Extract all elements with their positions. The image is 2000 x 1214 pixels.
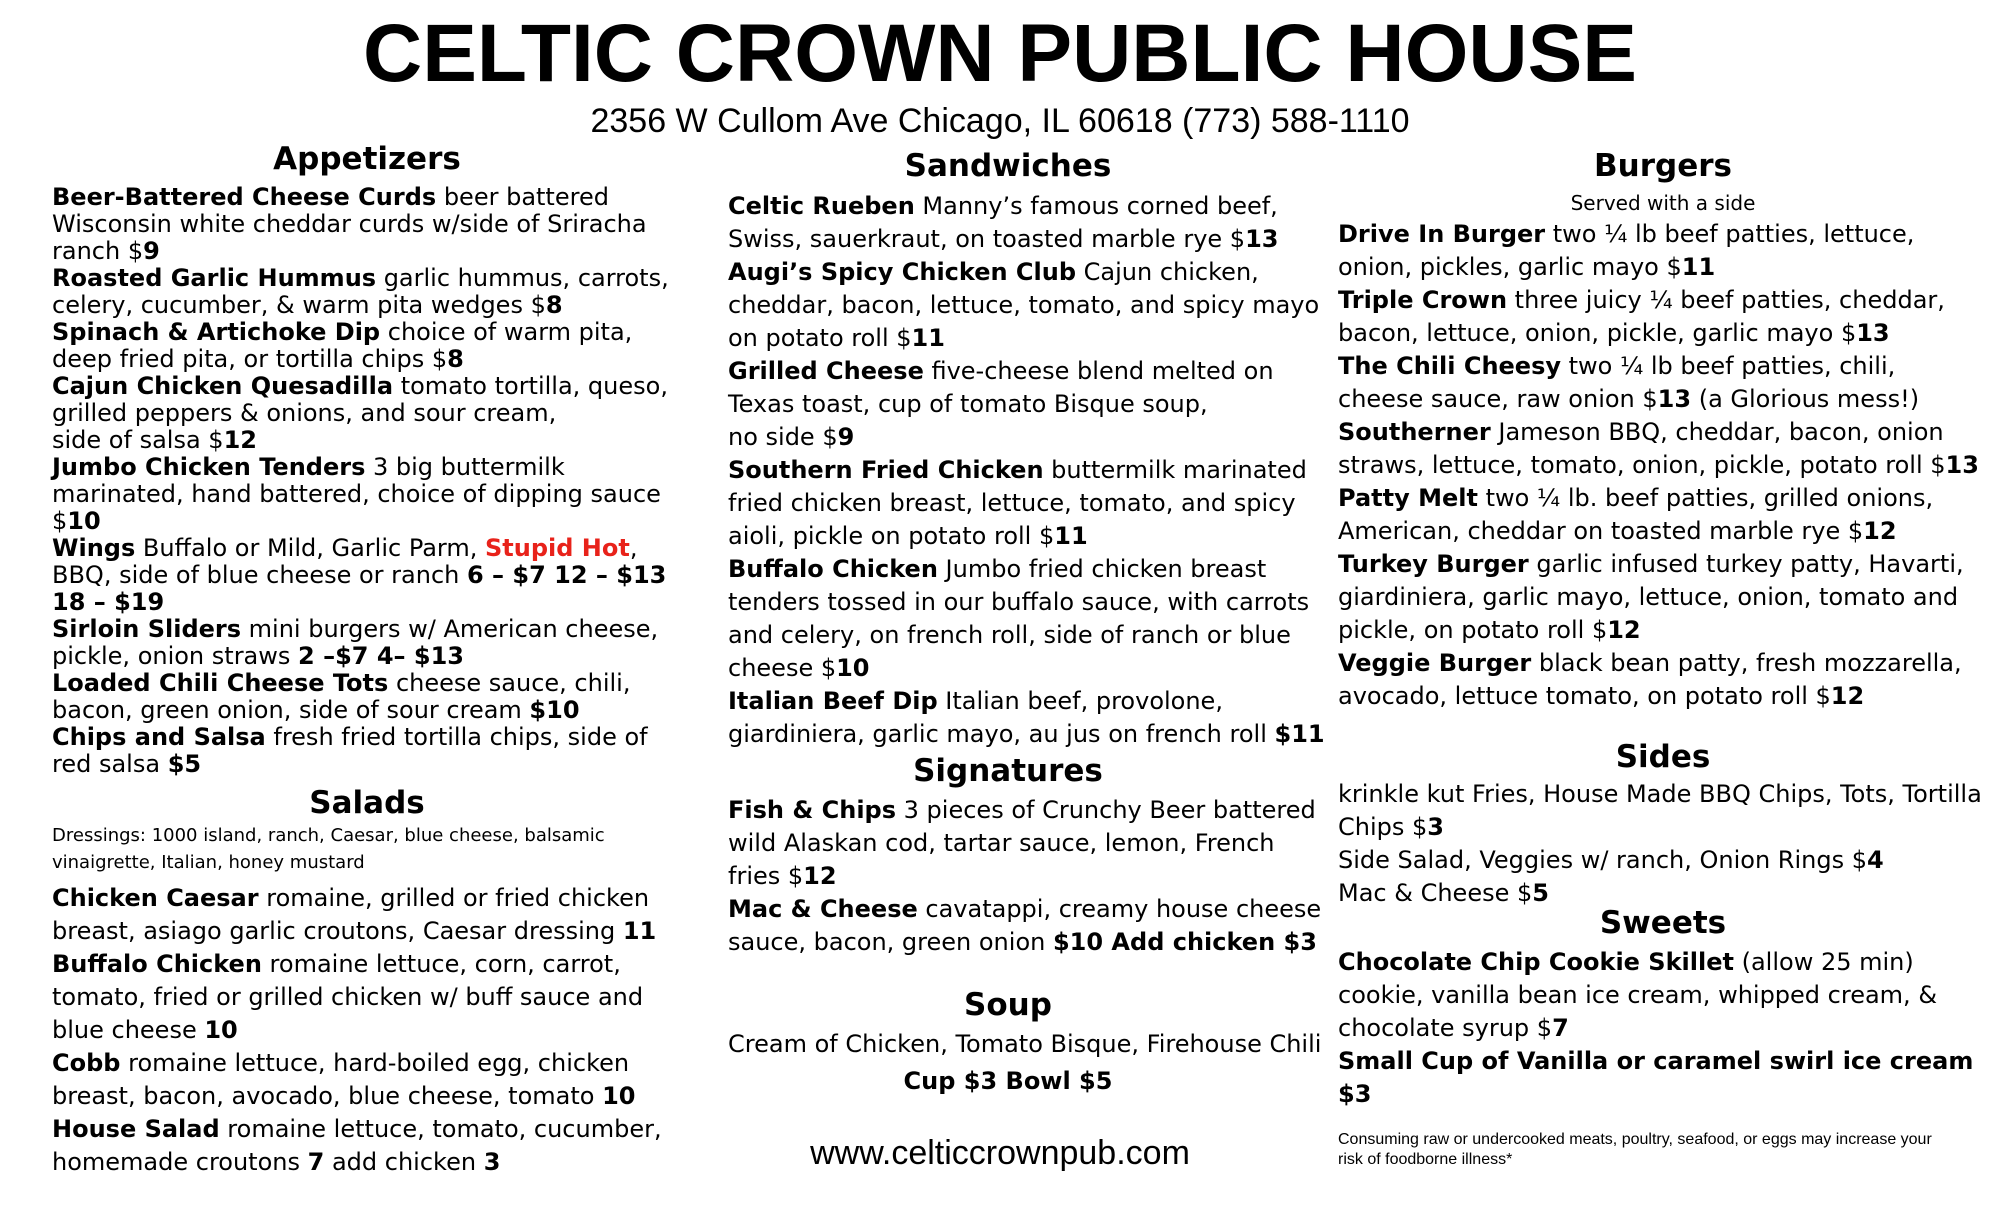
item-price: 7 <box>1552 1014 1569 1042</box>
item-desc: garlic hummus, carrots, celery, cucumber, & warm pita wedges $ <box>52 264 669 319</box>
restaurant-address: 2356 W Cullom Ave Chicago, IL 60618 (773) 588-1110 <box>590 102 1410 140</box>
item-price: 11 <box>911 324 945 352</box>
signatures-list <box>728 794 1328 959</box>
menu-item <box>728 553 1328 685</box>
item-desc: Jameson BBQ, cheddar, bacon, onion straws, lettuce, tomato, onion, pickle, potato roll $ <box>1338 418 1946 479</box>
menu-item <box>52 616 682 670</box>
item-price: 13 <box>1945 451 1979 479</box>
item-desc: two ¼ lb beef patties, lettuce, onion, pickles, garlic mayo $ <box>1338 220 1915 281</box>
item-name: Buffalo Chicken <box>52 950 262 978</box>
item-price: 13 <box>1856 319 1890 347</box>
soup-prices: Cup $3 Bowl $5 <box>903 1067 1113 1095</box>
sandwiches-heading: Sandwiches <box>904 148 1112 184</box>
item-desc: garlic infused turkey patty, Havarti, giardiniera, garlic mayo, lettuce, onion, tomato and pickle, on potato roll $ <box>1338 550 1964 644</box>
side-price: 4 <box>1866 846 1884 874</box>
item-name: Sirloin Sliders <box>52 615 242 643</box>
item-price: $10 <box>1052 928 1104 956</box>
menu-item <box>52 948 682 1047</box>
menu-item <box>1338 284 1988 350</box>
item-desc: buttermilk marinated fried chicken breast, lettuce, tomato, and spicy aioli, pickle on potato roll $ <box>728 456 1307 550</box>
soup-heading: Soup <box>964 987 1052 1023</box>
menu-item <box>1338 946 1988 1045</box>
item-name: Chicken Caesar <box>52 884 259 912</box>
item-desc: five-cheese blend melted on Texas toast, cup of tomato Bisque soup, <box>728 357 1274 418</box>
sides-heading: Sides <box>1615 739 1711 775</box>
item-desc: Manny’s famous corned beef, Swiss, sauerkraut, on toasted marble rye $ <box>728 192 1278 253</box>
item-desc: cheese sauce, chili, bacon, green onion, side of sour cream <box>52 669 631 724</box>
item-name: Buffalo Chicken <box>728 555 938 583</box>
item-addon: Add chicken $3 <box>1103 928 1317 956</box>
side-desc: Side Salad, Veggies w/ ranch, Onion Rings $ <box>1338 846 1867 874</box>
item-desc: beer battered Wisconsin white cheddar curds w/side of Sriracha ranch $ <box>52 183 647 265</box>
side-line <box>1338 778 1988 844</box>
item-desc: , BBQ, side of blue cheese or ranch <box>52 534 638 589</box>
item-desc: (allow 25 min) cookie, vanilla bean ice cream, whipped cream, & chocolate syrup $ <box>1338 948 1938 1042</box>
sweets-list <box>1338 946 1988 1111</box>
item-name: Celtic Rueben <box>728 192 915 220</box>
item-desc: romaine lettuce, corn, carrot, tomato, fried or grilled chicken w/ buff sauce and blue cheese <box>52 950 644 1044</box>
side-desc: Mac & Cheese $ <box>1338 879 1533 907</box>
appetizers-list <box>52 184 682 778</box>
menu-item <box>1338 647 1988 713</box>
item-name: Southern Fried Chicken <box>728 456 1044 484</box>
menu-item <box>728 454 1328 553</box>
item-desc: Jumbo fried chicken breast tenders tossed in our buffalo sauce, with carrots and celery, on french roll, side of ranch or blue cheese $ <box>728 555 1310 682</box>
item-desc: side of salsa $ <box>52 426 224 454</box>
item-name: Beer-Battered Cheese Curds <box>52 183 437 211</box>
menu-item <box>1338 482 1988 548</box>
item-price: $5 <box>167 750 202 778</box>
item-desc: no side $ <box>728 423 838 451</box>
item-desc: Italian beef, provolone, giardiniera, garlic mayo, au jus on french roll <box>728 687 1275 748</box>
item-name: Italian Beef Dip <box>728 687 938 715</box>
item-desc: two ¼ lb beef patties, chili, cheese sauce, raw onion $ <box>1338 352 1896 413</box>
item-name: Southerner <box>1338 418 1491 446</box>
menu-item <box>728 190 1328 256</box>
item-desc: Buffalo or Mild, Garlic Parm, <box>135 534 486 562</box>
item-price: $10 <box>529 696 580 724</box>
item-desc: 3 pieces of Crunchy Beer battered wild Alaskan cod, tartar sauce, lemon, French fries $ <box>728 796 1316 890</box>
menu-item <box>728 794 1328 893</box>
item-desc: tomato tortilla, queso, grilled peppers & onions, and sour cream, <box>52 372 668 427</box>
item-desc: Cajun chicken, cheddar, bacon, lettuce, tomato, and spicy mayo on potato roll $ <box>728 258 1320 352</box>
sides-list <box>1338 778 1988 910</box>
menu-item <box>1338 416 1988 482</box>
appetizers-heading: Appetizers <box>273 141 461 177</box>
side-price: 3 <box>1427 813 1444 841</box>
item-price: 3 <box>483 1148 501 1176</box>
menu-item <box>52 670 682 724</box>
side-price: 5 <box>1532 879 1549 907</box>
burgers-subheading: Served with a side <box>1570 191 1756 215</box>
item-name: Drive In Burger <box>1338 220 1546 248</box>
menu-item <box>1338 218 1988 284</box>
item-name: Mac & Cheese <box>728 895 918 923</box>
item-price: 9 <box>143 237 160 265</box>
item-name: Triple Crown <box>1338 286 1508 314</box>
item-price: 12 <box>1863 517 1897 545</box>
menu-item <box>52 1047 682 1113</box>
item-price: 12 <box>223 426 257 454</box>
item-desc: (a Glorious mess!) <box>1691 385 1920 413</box>
item-desc: three juicy ¼ beef patties, cheddar, bacon, lettuce, onion, pickle, garlic mayo $ <box>1338 286 1945 347</box>
item-price: 12 <box>1830 682 1865 710</box>
menu-item <box>1338 548 1988 647</box>
sandwiches-list <box>728 190 1328 751</box>
menu-item <box>52 882 682 948</box>
item-desc: add chicken <box>324 1148 484 1176</box>
item-price: 11 <box>622 917 657 945</box>
item-name: Augi’s Spicy Chicken Club <box>728 258 1077 286</box>
item-desc: fresh fried tortilla chips, side of red salsa <box>52 723 648 778</box>
item-name: Patty Melt <box>1338 484 1478 512</box>
menu-item <box>1338 1045 1988 1111</box>
item-name: Spinach & Artichoke Dip <box>52 318 381 346</box>
menu-item <box>52 724 682 778</box>
item-name: Small Cup of Vanilla or caramel swirl ice cream $3 <box>1338 1047 1974 1108</box>
item-price: 8 <box>545 291 563 319</box>
item-name: Veggie Burger <box>1338 649 1532 677</box>
menu-item <box>728 256 1328 355</box>
salads-list <box>52 822 682 1179</box>
item-name: Jumbo Chicken Tenders <box>52 453 366 481</box>
item-name: Chips and Salsa <box>52 723 266 751</box>
item-highlight: Stupid Hot <box>485 534 630 562</box>
menu-item <box>52 373 682 454</box>
item-name: Loaded Chili Cheese Tots <box>52 669 389 697</box>
item-desc: choice of warm pita, deep fried pita, or tortilla chips $ <box>52 318 633 373</box>
item-desc: romaine, grilled or fried chicken breast, asiago garlic croutons, Caesar dressing <box>52 884 650 945</box>
menu-item <box>52 1113 682 1179</box>
item-desc: romaine lettuce, tomato, cucumber, homemade croutons <box>52 1115 662 1176</box>
sweets-heading: Sweets <box>1599 905 1727 941</box>
menu-item <box>52 535 682 616</box>
item-name: Cajun Chicken Quesadilla <box>52 372 394 400</box>
item-price: $11 <box>1274 720 1325 748</box>
soup-list: Cream of Chicken, Tomato Bisque, Firehouse Chili <box>728 1030 1322 1058</box>
item-price: 8 <box>447 345 464 373</box>
item-price: 10 <box>836 654 870 682</box>
item-price: 10 <box>204 1016 238 1044</box>
item-price: 11 <box>1054 522 1088 550</box>
signatures-heading: Signatures <box>913 753 1103 789</box>
menu-item <box>1338 350 1988 416</box>
menu-item <box>52 319 682 373</box>
item-name: Chocolate Chip Cookie Skillet <box>1338 948 1734 976</box>
menu-item <box>728 355 1328 454</box>
item-name: Roasted Garlic Hummus <box>52 264 377 292</box>
item-price: 7 <box>307 1148 325 1176</box>
menu-item <box>728 685 1328 751</box>
item-desc: two ¼ lb. beef patties, grilled onions, American, cheddar on toasted marble rye $ <box>1338 484 1934 545</box>
item-desc: mini burgers w/ American cheese, pickle, onion straws <box>52 615 659 670</box>
item-name: Grilled Cheese <box>728 357 924 385</box>
menu-item <box>52 184 682 265</box>
item-name: Fish & Chips <box>728 796 897 824</box>
item-desc: black bean patty, fresh mozzarella, avocado, lettuce tomato, on potato roll $ <box>1338 649 1962 710</box>
item-desc: romaine lettuce, hard-boiled egg, chicken breast, bacon, avocado, blue cheese, tomato <box>52 1049 630 1110</box>
item-price: 13 <box>1657 385 1692 413</box>
item-name: Cobb <box>52 1049 121 1077</box>
burgers-list <box>1338 218 1988 713</box>
menu-item <box>728 893 1328 959</box>
item-name: Wings <box>52 534 136 562</box>
item-name: Turkey Burger <box>1338 550 1529 578</box>
item-price: 11 <box>1681 253 1716 281</box>
item-price: 12 <box>1607 616 1641 644</box>
item-desc: 3 big buttermilk marinated, hand battered, choice of dipping sauce $ <box>52 453 661 535</box>
burgers-heading: Burgers <box>1594 148 1732 184</box>
item-name: The Chili Cheesy <box>1338 352 1562 380</box>
website-link[interactable]: www.celticcrownpub.com <box>810 1134 1190 1172</box>
item-price: 10 <box>602 1082 636 1110</box>
side-line <box>1338 844 1988 877</box>
item-name: House Salad <box>52 1115 220 1143</box>
item-price: 2 –$7 4– $13 <box>298 642 464 670</box>
soup-section <box>728 1028 1328 1098</box>
item-price: 9 <box>837 423 855 451</box>
item-desc: cavatappi, creamy house cheese sauce, bacon, green onion <box>728 895 1322 956</box>
restaurant-title: CELTIC CROWN PUBLIC HOUSE <box>362 8 1637 99</box>
item-price: 10 <box>67 507 101 535</box>
dressings-note: Dressings: 1000 island, ranch, Caesar, blue cheese, balsamic vinaigrette, Italian, honey mustard <box>52 825 605 873</box>
salads-heading: Salads <box>309 785 425 821</box>
item-price: 6 – $7 12 – $13 18 – $19 <box>52 561 667 616</box>
side-desc: krinkle kut Fries, House Made BBQ Chips, Tots, Tortilla Chips $ <box>1338 780 1982 841</box>
menu-item <box>52 265 682 319</box>
foodborne-warning: Consuming raw or undercooked meats, poultry, seafood, or eggs may increase your risk of foodborne illness* <box>1338 1131 1932 1168</box>
item-price: 12 <box>803 862 837 890</box>
menu-item <box>52 454 682 535</box>
item-price: 13 <box>1245 225 1279 253</box>
